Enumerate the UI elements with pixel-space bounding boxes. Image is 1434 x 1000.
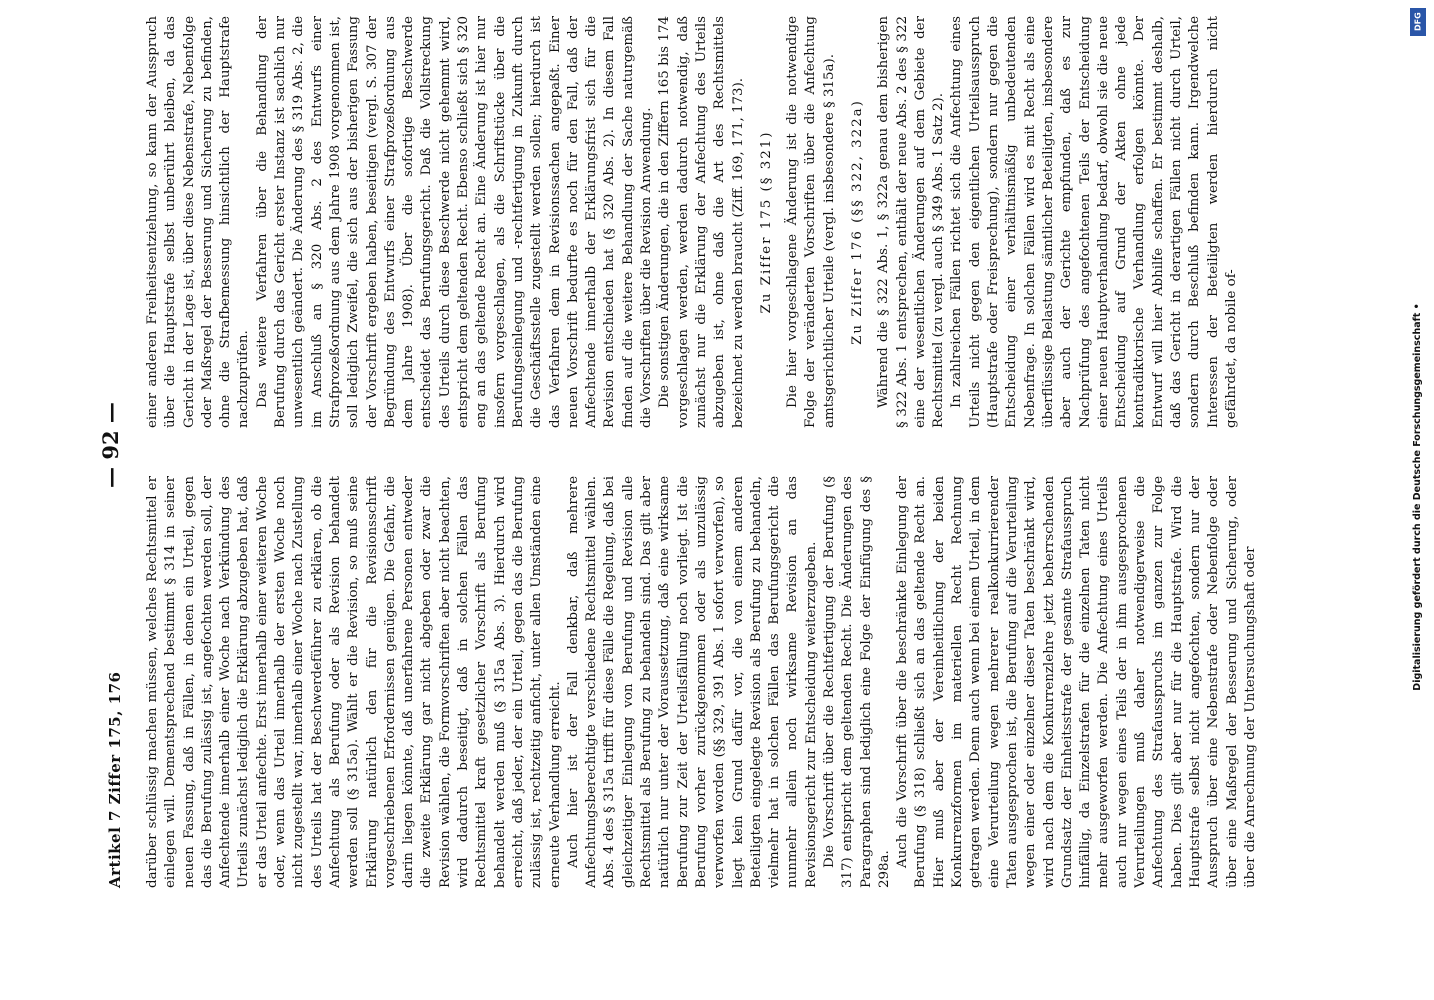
dfg-logo: DFG (1410, 8, 1426, 36)
running-head: Artikel 7 Ziffer 175, 176 (106, 671, 124, 888)
paragraph: Die hier vorgeschlagene Änderung ist die notwendige Folge der veränderten Vorschriften über die Anfechtung amtsgerichtlicher Urteile (vergl. insbesondere § 315a). (785, 16, 837, 428)
paragraph: Auch die Vorschrift über die beschränkte Einlegung der Berufung (§ 318) schließt sich an das geltende Recht an. Hier muß aber der Vereinheitlichung der beiden Konkurrenzformen im materiellen Recht Rechnung getragen werden. Denn auch wenn bei einem Urteil, in dem eine Verurteilung wegen mehrerer realkonkurrierender Taten ausgesprochen ist, die Berufung auf die Verurteilung wegen einer oder einzelner dieser Taten beschränkt wird, wird nach dem die Konkurrenzlehre jetzt beherrschenden Grundsatz der Einheitsstrafe der gesamte Strafausspruch hinfällig, da Einzelstrafen für die einzelnen Taten nicht mehr ausgeworfen werden. Die Anfechtung eines Urteils auch nur wegen eines Teils der in ihm ausgesprochenen Verurteilungen muß daher notwendigerweise die Anfechtung des Strafausspruchs im ganzen zur Folge haben. Dies gilt aber nur für die Hauptstrafe. Wird die Hauptstrafe selbst nicht angefochten, sondern nur der Ausspruch über eine Nebenstrafe oder Nebenfolge oder über eine Maßregel der Besserung und Sicherung, oder über die Anrechnung der Untersuchungshaft oder (895, 476, 1258, 888)
paragraph: darüber schlüssig machen müssen, welches Rechtsmittel er einlegen will. Dementsprechend bestimmt § 314 in seiner neuen Fassung, daß in Fällen, in denen ein Urteil, gegen das die Berufung zulässig ist, angefochten werden soll, der Anfechtende innerhalb einer Woche nach Verkündung des Urteils zunächst lediglich die Erklärung abzugeben hat, daß er das Urteil anfechte. Erst innerhalb einer weiteren Woche oder, wenn das Urteil innerhalb der ersten Woche noch nicht zugestellt war, innerhalb einer Woche nach Zustellung des Urteils hat der Beschwerdeführer zu erklären, ob die Anfechtung als Berufung oder als Revision behandelt werden soll (§ 315a). Wählt er die Revision, so muß seine Erklärung natürlich den für die Revisionsschrift vorgeschriebenen Erfordernissen genügen. Die Gefahr, die darin liegen könnte, daß unerfahrene Personen entweder die zweite Erklärung gar nicht abgeben oder zwar die Revision wählen, die Formvorschriften aber nicht beachten, wird dadurch beseitigt, daß in solchen Fällen das Rechtsmittel kraft gesetzlicher Vorschrift als Berufung behandelt werden muß (§ 315a Abs. 3). Hierdurch wird erreicht, daß jeder, der ein Urteil, gegen das die Berufung zulässig ist, rechtzeitig anficht, unter allen Umständen eine erneute Verhandlung erreicht. (145, 476, 563, 888)
digitization-credit: Digitalisierung gefördert durch die Deutsche Forschungsgemeinschaft • (1412, 303, 1423, 691)
paragraph: Das weitere Verfahren über die Behandlung der Berufung durch das Gericht erster Instanz ist sachlich nur unwesentlich geändert. Die Änderung des § 319 Abs. 2, die im Anschluß an § 320 Abs. 2 des Entwurfs einer Strafprozeßordnung aus dem Jahre 1908 vorgenommen ist, soll lediglich Zweifel, die sich aus der bisherigen Fassung der Vorschrift ergeben haben, beseitigen (vergl. S. 307 der Begründung des Entwurfs einer Strafprozeßordnung aus dem Jahre 1908). Über die sofortige Beschwerde entscheidet das Berufungsgericht. Daß die Vollstreckung des Urteils durch diese Beschwerde nicht gehemmt wird, entspricht dem geltenden Recht. Ebenso schließt sich § 320 eng an das geltende Recht an. Eine Änderung ist hier nur insofern vorgeschlagen, als die Schriftstücke über die Berufungseinlegung und -rechtfertigung in Zukunft durch die Geschäftsstelle zugestellt werden sollen; hierdurch ist das Verfahren dem in Revisionssachen angepaßt. Einer neuen Vorschrift bedurfte es noch für den Fall, daß der Anfechtende innerhalb der Erklärungsfrist sich für die Revision entschieden hat (§ 320 Abs. 2). In diesem Fall finden auf die weitere Behandlung der Sache naturgemäß die Vorschriften über die Revision Anwendung. (254, 16, 655, 428)
page-header (100, 0, 140, 890)
right-column (144, 16, 1274, 428)
section-heading-175: Zu Ziffer 175 (§ 321) (758, 130, 774, 314)
book-page (100, 0, 1290, 890)
left-column (144, 476, 1274, 888)
paragraph: In zahlreichen Fällen richtet sich die Anfechtung eines Urteils nicht gegen den eigentlichen Urteilsausspruch (Hauptstrafe oder Freisprechung), sondern nur gegen die Entscheidung einer verhältnismäßig unbedeutenden Nebenfrage. In solchen Fällen wird es mit Recht als eine überflüssige Belastung sämtlicher Beteiligten, insbesondere aber auch der Gerichte empfunden, daß es zur Nachprüfung des angefochtenen Teils der Entscheidung einer neuen Hauptverhandlung bedarf, obwohl sie die neue Entscheidung auf Grund der Akten ohne jede kontradiktorische Verhandlung erfolgen könnte. Der Entwurf will hier Abhilfe schaffen. Er bestimmt deshalb, daß das Gericht in derartigen Fällen nicht durch Urteil, sondern durch Beschluß befinden kann. Irgendwelche Interessen der Beteiligten werden hierdurch nicht gefährdet, da nobile of- (949, 16, 1239, 428)
paragraph: einer anderen Freiheitsentziehung, so kann der Ausspruch über die Hauptstrafe selbst unberührt bleiben, da das Gericht in der Lage ist, über diese Nebenstrafe, Nebenfolge oder Maßregel der Besserung und Sicherung zu befinden, ohne die Strafbemessung hinsichtlich der Hauptstrafe nachzuprüfen. (145, 16, 252, 428)
paragraph: Auch hier ist der Fall denkbar, daß mehrere Anfechtungsberechtigte verschiedene Rechtsmittel wählen. Abs. 4 des § 315a trifft für diese Fälle die Regelung, daß bei gleichzeitiger Einlegung von Berufung und Revision alle Rechtsmittel als Berufung zu behandeln sind. Das gilt aber natürlich nur unter der Voraussetzung, daß eine wirksame Berufung zur Zeit der Urteilsfällung noch vorliegt. Ist die Berufung vorher zurückgenommen oder als unzulässig verworfen worden (§§ 329, 391 Abs. 1 sofort verworfen), so liegt kein Grund dafür vor, die von einem anderen Beteiligten eingelegte Revision als Berufung zu behandeln, vielmehr hat in solchen Fällen das Berufungsgericht die nunmehr allein noch wirksame Revision an das Revisionsgericht zur Entscheidung weiterzugeben. (565, 476, 819, 888)
paragraph: Während die § 322 Abs. 1, § 322a genau dem bisherigen § 322 Abs. 1 entsprechen, enthält der neue Abs. 2 des § 322 eine der wesentlichen Änderungen auf dem Gebiete der Rechtsmittel (zu vergl. auch § 349 Abs. 1 Satz 2). (876, 16, 947, 428)
paragraph: Die sonstigen Änderungen, die in den Ziffern 165 bis 174 vorgeschlagen werden, werden dadurch notwendig, daß zunächst nur die Erklärung der Anfechtung des Urteils abzugeben ist, ohne daß die Art des Rechtsmittels bezeichnet zu werden braucht (Ziff. 169, 171, 173). (657, 16, 746, 428)
page-number: — 92 — (98, 402, 123, 488)
section-heading-176: Zu Ziffer 176 (§§ 322, 322a) (849, 99, 865, 345)
paragraph: Die Vorschrift über die Rechtfertigung der Berufung (§ 317) entspricht dem geltenden Recht. Die Änderungen des Paragraphen sind lediglich eine Folge der Einfügung des § 298a. (821, 476, 892, 888)
